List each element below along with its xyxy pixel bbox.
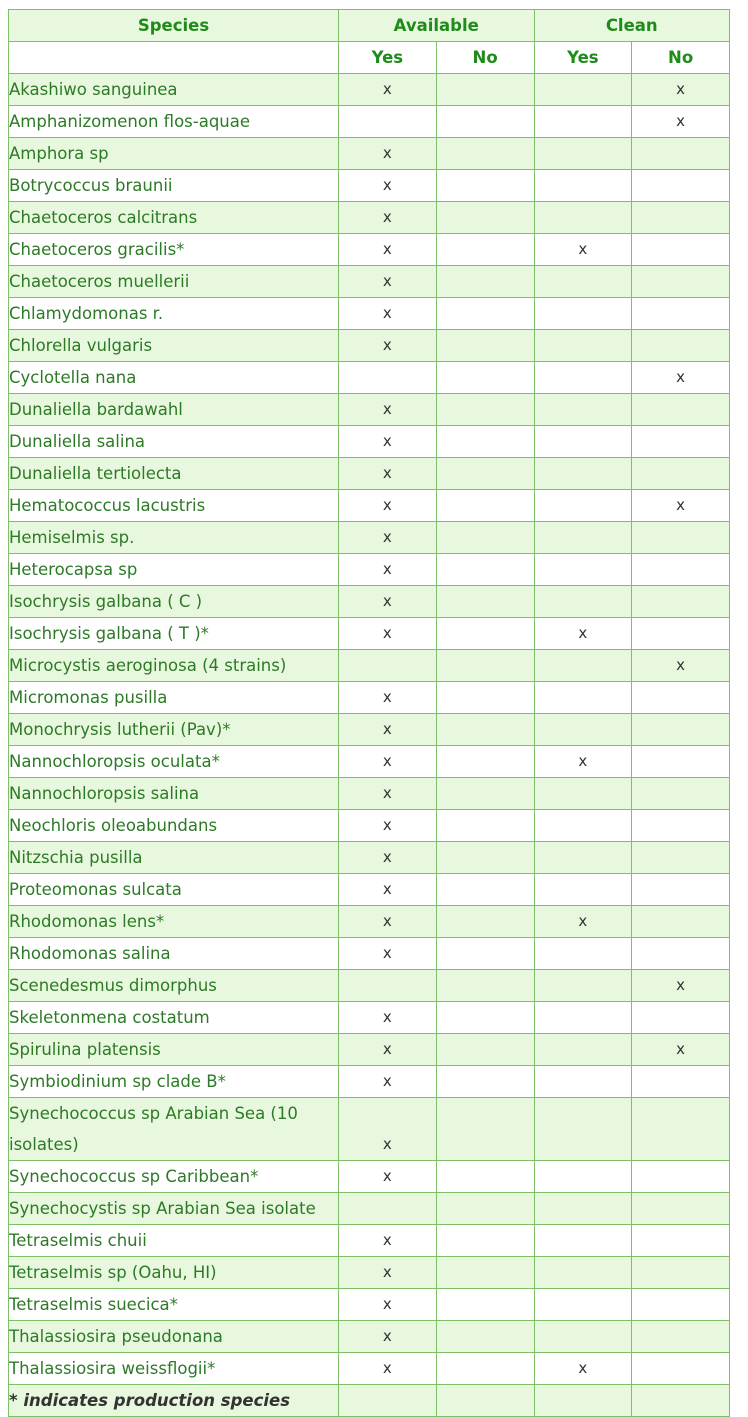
clean-yes-cell: [534, 106, 632, 138]
table-row: [9, 490, 730, 522]
table-row: [9, 906, 730, 938]
footnote-cell-blank: [436, 1385, 534, 1417]
available-no-cell: [436, 1161, 534, 1193]
table-row: [9, 1193, 730, 1225]
available-yes-cell: x: [339, 458, 437, 490]
species-name: Neochloris oleoabundans: [9, 810, 339, 842]
clean-no-cell: [632, 298, 730, 330]
available-no-cell: [436, 426, 534, 458]
species-name: Thalassiosira weissflogii*: [9, 1353, 339, 1385]
clean-yes-cell: [534, 1066, 632, 1098]
clean-yes-cell: [534, 522, 632, 554]
available-no-cell: [436, 618, 534, 650]
clean-yes-cell: [534, 74, 632, 106]
available-no-cell: [436, 266, 534, 298]
clean-no-cell: x: [632, 106, 730, 138]
available-no-cell: [436, 170, 534, 202]
clean-no-cell: [632, 1193, 730, 1225]
table-row: [9, 1066, 730, 1098]
species-name: Amphora sp: [9, 138, 339, 170]
clean-no-cell: x: [632, 490, 730, 522]
available-no-cell: [436, 458, 534, 490]
available-yes-cell: x: [339, 266, 437, 298]
table-row: [9, 1353, 730, 1385]
clean-no-cell: x: [632, 970, 730, 1002]
available-no-cell: [436, 778, 534, 810]
species-name: Chaetoceros gracilis*: [9, 234, 339, 266]
clean-yes-cell: [534, 266, 632, 298]
table-row: [9, 170, 730, 202]
clean-yes-cell: [534, 810, 632, 842]
table-body: [9, 74, 730, 1385]
available-yes-cell: x: [339, 874, 437, 906]
clean-yes-cell: [534, 1225, 632, 1257]
clean-yes-cell: [534, 650, 632, 682]
available-no-cell: [436, 810, 534, 842]
available-yes-cell: x: [339, 586, 437, 618]
available-no-cell: [436, 1193, 534, 1225]
available-yes-header: Yes: [339, 42, 437, 74]
clean-no-cell: [632, 618, 730, 650]
available-yes-cell: x: [339, 778, 437, 810]
table-row: [9, 138, 730, 170]
clean-header: Clean: [534, 10, 730, 42]
available-no-cell: [436, 1353, 534, 1385]
available-no-cell: [436, 490, 534, 522]
footnote-cell-blank: [632, 1385, 730, 1417]
available-yes-cell: x: [339, 682, 437, 714]
clean-yes-cell: [534, 874, 632, 906]
clean-yes-cell: [534, 298, 632, 330]
available-yes-cell: x: [339, 746, 437, 778]
available-no-cell: [436, 874, 534, 906]
species-name: Scenedesmus dimorphus: [9, 970, 339, 1002]
clean-no-cell: [632, 682, 730, 714]
species-name: Monochrysis lutherii (Pav)*: [9, 714, 339, 746]
table-row: [9, 298, 730, 330]
clean-no-cell: [632, 202, 730, 234]
table-row: [9, 554, 730, 586]
table-row: [9, 458, 730, 490]
species-name: Dunaliella tertiolecta: [9, 458, 339, 490]
available-header: Available: [339, 10, 535, 42]
clean-yes-cell: [534, 1034, 632, 1066]
species-name: Rhodomonas lens*: [9, 906, 339, 938]
clean-no-cell: [632, 778, 730, 810]
species-name: Tetraselmis chuii: [9, 1225, 339, 1257]
table-row: [9, 778, 730, 810]
footnote-row: [9, 1385, 730, 1417]
clean-yes-cell: [534, 586, 632, 618]
table-row: [9, 746, 730, 778]
species-name: Nitzschia pusilla: [9, 842, 339, 874]
table-row: [9, 1098, 730, 1161]
clean-no-cell: [632, 906, 730, 938]
species-name: Hemiselmis sp.: [9, 522, 339, 554]
available-no-cell: [436, 714, 534, 746]
available-no-cell: [436, 554, 534, 586]
table-row: [9, 586, 730, 618]
clean-yes-cell: [534, 714, 632, 746]
table-row: [9, 1161, 730, 1193]
available-yes-cell: x: [339, 1225, 437, 1257]
available-no-cell: [436, 970, 534, 1002]
available-yes-cell: x: [339, 74, 437, 106]
available-yes-cell: x: [339, 842, 437, 874]
available-yes-cell: x: [339, 522, 437, 554]
available-yes-cell: x: [339, 1257, 437, 1289]
clean-no-cell: x: [632, 1034, 730, 1066]
clean-no-cell: [632, 1257, 730, 1289]
available-no-cell: [436, 1098, 534, 1161]
species-name: Synechocystis sp Arabian Sea isolate: [9, 1193, 339, 1225]
species-name: Micromonas pusilla: [9, 682, 339, 714]
clean-yes-cell: [534, 490, 632, 522]
clean-no-cell: [632, 170, 730, 202]
table-row: [9, 842, 730, 874]
available-no-cell: [436, 234, 534, 266]
available-yes-cell: x: [339, 202, 437, 234]
species-name: Nannochloropsis oculata*: [9, 746, 339, 778]
footnote-cell-blank: [339, 1385, 437, 1417]
clean-yes-cell: [534, 1257, 632, 1289]
table-row: [9, 74, 730, 106]
clean-no-cell: [632, 1353, 730, 1385]
clean-yes-cell: [534, 778, 632, 810]
clean-no-cell: [632, 1225, 730, 1257]
clean-no-header: No: [632, 42, 730, 74]
available-no-cell: [436, 586, 534, 618]
available-yes-cell: x: [339, 394, 437, 426]
table-row: [9, 1321, 730, 1353]
available-yes-cell: x: [339, 1161, 437, 1193]
available-yes-cell: [339, 1193, 437, 1225]
species-name: Tetraselmis sp (Oahu, HI): [9, 1257, 339, 1289]
species-name: Isochrysis galbana ( C ): [9, 586, 339, 618]
clean-yes-cell: [534, 1289, 632, 1321]
clean-no-cell: x: [632, 650, 730, 682]
species-name: Dunaliella salina: [9, 426, 339, 458]
clean-yes-cell: [534, 938, 632, 970]
available-no-cell: [436, 1034, 534, 1066]
clean-no-cell: [632, 1321, 730, 1353]
clean-no-cell: [632, 426, 730, 458]
clean-no-cell: [632, 522, 730, 554]
available-yes-cell: x: [339, 906, 437, 938]
species-table: [8, 9, 730, 1417]
species-name: Skeletonmena costatum: [9, 1002, 339, 1034]
available-yes-cell: x: [339, 1321, 437, 1353]
clean-no-cell: [632, 1098, 730, 1161]
table-row: [9, 426, 730, 458]
table-row: [9, 682, 730, 714]
table-row: [9, 106, 730, 138]
available-yes-cell: [339, 970, 437, 1002]
available-no-cell: [436, 1257, 534, 1289]
clean-yes-header: Yes: [534, 42, 632, 74]
available-no-cell: [436, 330, 534, 362]
available-yes-cell: [339, 362, 437, 394]
available-no-cell: [436, 1066, 534, 1098]
table-row: [9, 1225, 730, 1257]
clean-no-cell: [632, 842, 730, 874]
available-yes-cell: x: [339, 714, 437, 746]
table-row: [9, 618, 730, 650]
available-no-cell: [436, 202, 534, 234]
table-row: [9, 202, 730, 234]
clean-yes-cell: [534, 1098, 632, 1161]
clean-no-cell: [632, 458, 730, 490]
available-yes-cell: x: [339, 618, 437, 650]
species-name: Synechococcus sp Caribbean*: [9, 1161, 339, 1193]
clean-no-cell: [632, 266, 730, 298]
available-no-cell: [436, 106, 534, 138]
available-no-cell: [436, 362, 534, 394]
species-name: Chaetoceros calcitrans: [9, 202, 339, 234]
available-yes-cell: x: [339, 1066, 437, 1098]
footnote-cell-blank: [534, 1385, 632, 1417]
clean-no-cell: [632, 1289, 730, 1321]
table-row: [9, 266, 730, 298]
available-yes-cell: x: [339, 938, 437, 970]
clean-yes-cell: [534, 1321, 632, 1353]
species-name: Microcystis aeroginosa (4 strains): [9, 650, 339, 682]
species-name: Chlamydomonas r.: [9, 298, 339, 330]
table-row: [9, 970, 730, 1002]
clean-yes-cell: [534, 330, 632, 362]
table-row: [9, 810, 730, 842]
available-yes-cell: x: [339, 490, 437, 522]
clean-yes-cell: [534, 202, 632, 234]
species-name: Heterocapsa sp: [9, 554, 339, 586]
clean-no-cell: [632, 1161, 730, 1193]
available-yes-cell: [339, 650, 437, 682]
available-yes-cell: x: [339, 554, 437, 586]
clean-no-cell: [632, 586, 730, 618]
clean-no-cell: [632, 746, 730, 778]
clean-yes-cell: [534, 1161, 632, 1193]
species-name: Rhodomonas salina: [9, 938, 339, 970]
species-name: Hematococcus lacustris: [9, 490, 339, 522]
clean-yes-cell: [534, 1002, 632, 1034]
available-no-cell: [436, 938, 534, 970]
clean-no-cell: [632, 1002, 730, 1034]
available-no-cell: [436, 394, 534, 426]
table-row: [9, 1034, 730, 1066]
available-yes-cell: [339, 106, 437, 138]
header-row: [9, 10, 730, 42]
available-no-cell: [436, 1321, 534, 1353]
clean-no-cell: x: [632, 74, 730, 106]
species-name: Tetraselmis suecica*: [9, 1289, 339, 1321]
available-yes-cell: x: [339, 170, 437, 202]
clean-yes-cell: x: [534, 746, 632, 778]
available-yes-cell: x: [339, 1034, 437, 1066]
clean-no-cell: [632, 714, 730, 746]
clean-yes-cell: [534, 842, 632, 874]
table-row: [9, 874, 730, 906]
species-name: Thalassiosira pseudonana: [9, 1321, 339, 1353]
clean-no-cell: [632, 138, 730, 170]
table-row: [9, 1257, 730, 1289]
clean-yes-cell: [534, 458, 632, 490]
table-row: [9, 650, 730, 682]
clean-yes-cell: x: [534, 234, 632, 266]
available-yes-cell: x: [339, 234, 437, 266]
species-name: Botrycoccus braunii: [9, 170, 339, 202]
available-no-cell: [436, 74, 534, 106]
available-no-cell: [436, 1289, 534, 1321]
table-row: [9, 330, 730, 362]
available-no-cell: [436, 746, 534, 778]
available-no-cell: [436, 906, 534, 938]
available-yes-cell: x: [339, 426, 437, 458]
species-name: Chlorella vulgaris: [9, 330, 339, 362]
clean-yes-cell: [534, 554, 632, 586]
table-row: [9, 362, 730, 394]
species-header: Species: [9, 10, 339, 42]
table-row: [9, 938, 730, 970]
clean-no-cell: [632, 810, 730, 842]
available-yes-cell: x: [339, 1098, 437, 1161]
available-no-cell: [436, 522, 534, 554]
available-no-cell: [436, 650, 534, 682]
available-no-header: No: [436, 42, 534, 74]
clean-yes-cell: x: [534, 618, 632, 650]
available-yes-cell: x: [339, 330, 437, 362]
species-name: Cyclotella nana: [9, 362, 339, 394]
table-row: [9, 394, 730, 426]
species-name: Proteomonas sulcata: [9, 874, 339, 906]
available-yes-cell: x: [339, 1353, 437, 1385]
table-row: [9, 714, 730, 746]
species-name: Chaetoceros muellerii: [9, 266, 339, 298]
clean-yes-cell: [534, 170, 632, 202]
species-name: Symbiodinium sp clade B*: [9, 1066, 339, 1098]
table-row: [9, 1289, 730, 1321]
available-yes-cell: x: [339, 298, 437, 330]
subheader-row: [9, 42, 730, 74]
clean-no-cell: [632, 394, 730, 426]
clean-yes-cell: x: [534, 906, 632, 938]
available-yes-cell: x: [339, 1289, 437, 1321]
available-no-cell: [436, 138, 534, 170]
clean-no-cell: [632, 330, 730, 362]
species-name: Amphanizomenon flos-aquae: [9, 106, 339, 138]
available-no-cell: [436, 842, 534, 874]
available-no-cell: [436, 1225, 534, 1257]
table-row: [9, 234, 730, 266]
species-subheader-blank: [9, 42, 339, 74]
species-name: Isochrysis galbana ( T )*: [9, 618, 339, 650]
table-row: [9, 1002, 730, 1034]
species-name: Synechococcus sp Arabian Sea (10 isolates): [9, 1098, 339, 1161]
clean-yes-cell: [534, 1193, 632, 1225]
clean-yes-cell: x: [534, 1353, 632, 1385]
clean-no-cell: [632, 874, 730, 906]
clean-no-cell: [632, 234, 730, 266]
species-name: Nannochloropsis salina: [9, 778, 339, 810]
available-yes-cell: x: [339, 1002, 437, 1034]
table-row: [9, 522, 730, 554]
clean-no-cell: [632, 938, 730, 970]
available-yes-cell: x: [339, 138, 437, 170]
clean-no-cell: x: [632, 362, 730, 394]
available-no-cell: [436, 298, 534, 330]
clean-no-cell: [632, 1066, 730, 1098]
species-name: Dunaliella bardawahl: [9, 394, 339, 426]
species-name: Spirulina platensis: [9, 1034, 339, 1066]
clean-yes-cell: [534, 138, 632, 170]
footnote: * indicates production species: [9, 1385, 339, 1417]
clean-yes-cell: [534, 426, 632, 458]
clean-yes-cell: [534, 394, 632, 426]
available-yes-cell: x: [339, 810, 437, 842]
clean-no-cell: [632, 554, 730, 586]
available-no-cell: [436, 682, 534, 714]
clean-yes-cell: [534, 682, 632, 714]
clean-yes-cell: [534, 362, 632, 394]
species-name: Akashiwo sanguinea: [9, 74, 339, 106]
available-no-cell: [436, 1002, 534, 1034]
clean-yes-cell: [534, 970, 632, 1002]
